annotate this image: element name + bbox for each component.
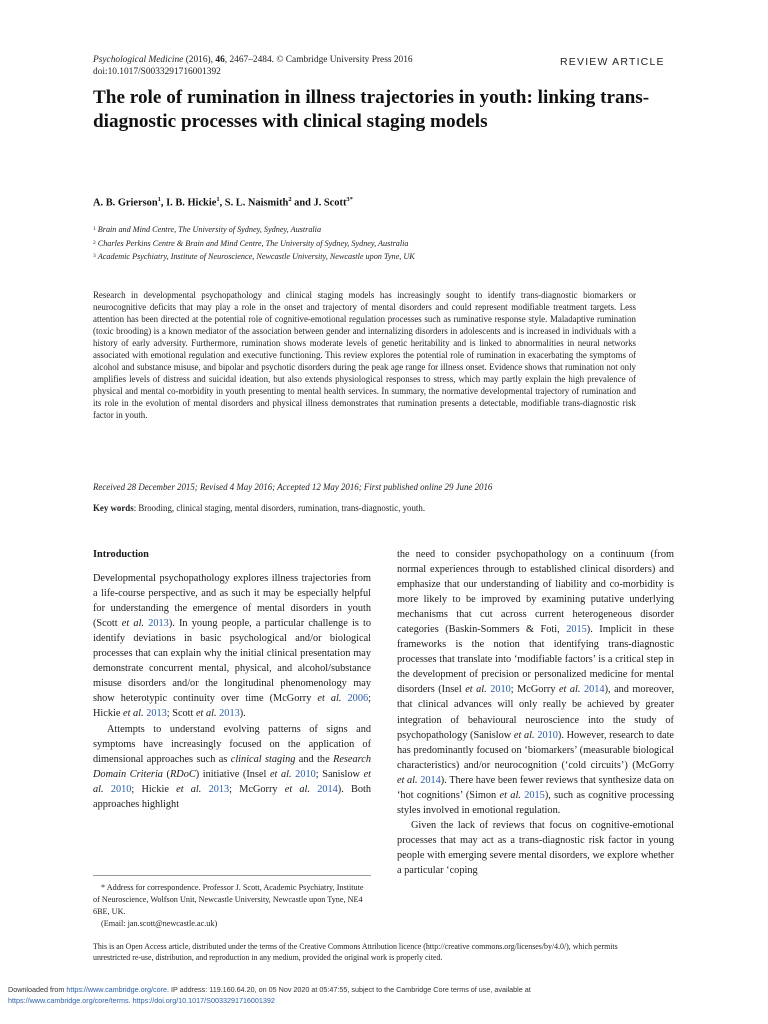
received-dates: Received 28 December 2015; Revised 4 May 2016; Accepted 12 May 2016; First published online 29 June 2016 [93,482,493,492]
correspondence-footnote [93,882,371,930]
section-heading: Introduction [93,549,149,560]
journal-volume: 46 [215,55,225,65]
citation-link[interactable]: 2010 [537,729,558,741]
citation-link[interactable]: 2015 [566,624,587,636]
italic-text: et al. [513,729,535,741]
footnote-divider [93,875,371,876]
citation-link[interactable]: 2013 [146,708,167,720]
terms-link[interactable]: https://www.cambridge.org/core/terms [8,995,129,1005]
author-name: I. B. Hickie [166,197,217,209]
citation-link[interactable]: 2013 [208,783,230,795]
article-type-label: REVIEW ARTICLE [560,56,665,68]
italic-text: RDoC [169,768,196,780]
article-title: The role of rumination in illness trajectories in youth: linking trans-diagnostic processes with clinical staging models [93,87,650,132]
italic-text: et al. [558,684,581,696]
author-list: A. B. Grierson$^1$, I. B. Hickie$^1$, S. L. Naismith$^2$ and J. Scott$^{3*}$ [93,196,353,209]
italic-text: et al. [465,684,487,696]
author-affil-marker: 2 [288,196,292,203]
citation-link[interactable]: 2014 [317,783,338,795]
affiliation: 2 Charles Perkins Centre & Brain and Mind Centre, The University of Sydney, Sydney, Australia [93,238,409,248]
italic-text: et al. [397,774,418,786]
abstract: Research in developmental psychopathology and clinical staging models has increasingly sought to identify trans-diagnostic biomarkers or neurocognitive deficits that may play a role in the onset and trajectory of mental disorders and could represent modifiable treatment targets. Less attention has been directed at the potential role of cognitive-emotional regulation processes such as ruminative response style. Maladaptive rumination (toxic brooding) is a known mediator of the association between gender and internalizing disorders in adolescents and is increased in individuals with a history of early adversity. Furthermore, rumination shows moderate levels of genetic heritability and is linked to abnormalities in neural networks associated with emotional regulation and executive functioning. This review explores the potential role of rumination in exacerbating the symptoms of alcohol and substance misuse, and bipolar and psychotic disorders during the peak age range for illness onset. Evidence shows that rumination not only amplifies levels of distress and suicidal ideation, but also extends physiological responses to stress, which may partly explain the high prevalence of physical and mental co-morbidity in youth presenting to mental health services. In summary, the normative developmental trajectory of rumination and its role in the evolution of mental disorders and physical illness demonstrates that rumination presents a detectable, modifiable trans-diagnostic risk factor in youth. [93,290,636,420]
italic-text: Research Domain Criteria [93,753,371,780]
citation-link[interactable]: 2014 [420,774,441,786]
body-column-left [93,547,371,812]
affiliation: 3 Academic Psychiatry, Institute of Neuroscience, Newcastle University, Newcastle upon Tyne, UK [93,252,415,261]
author-affil-marker: 3* [346,196,353,203]
italic-text: et al. [176,783,202,795]
italic-text: et al. [499,789,521,801]
body-column-right [397,547,674,878]
citation-link[interactable]: 2013 [148,618,169,630]
italic-text: et al. [123,708,144,720]
italic-text: clinical staging [230,753,296,765]
author-name: J. Scott [313,197,347,209]
italic-text: et al. [269,768,292,780]
author-name: A. B. Grierson [93,197,158,209]
journal-doi: doi:10.1017/S0033291716001392 [93,67,221,77]
author-affil-marker: 1 [216,196,220,203]
doi-link[interactable]: https://doi.org/10.1017/S0033291716001392 [132,995,275,1005]
journal-name: Psychological Medicine [93,55,184,65]
citation-link[interactable]: 2006 [347,693,369,705]
italic-text: et al. [121,618,145,630]
footnote-email: (Email: jan.scott@newcastle.ac.uk) [101,919,218,928]
affiliation: 1 Brain and Mind Centre, The University of Sydney, Sydney, Australia [93,225,322,234]
citation-link[interactable]: 2014 [583,684,605,696]
journal-citation [93,54,413,78]
italic-text: et al. [317,693,342,705]
keywords-label: Key words [93,503,134,513]
cambridge-core-link[interactable]: https://www.cambridge.org/core [66,985,168,994]
paragraph: the need to consider psychopathology on a continuum (from normal experiences through to established clinical disorders) and emphasize that our understanding of liability and co-morbidity is more likely to be improved by examining putative underlying mechanisms that cut across current heterogeneous disorder categories (Baskin-Sommers & Foti, 2015). Implicit in these frameworks is the notion that identifying trans-diagnostic processes that translate into ‘modifiable factors’ is a critical step in the development of precision or personalized medicine for mental disorders (Insel et al. 2010; McGorry et al. 2014), and moreover, that clinical advances will only really be achieved by greater integration of behavioural neuroscience into the study of psychopathology (Sanislow et al. 2010). However, research to date has predominantly focused on ‘biomarkers’ (measurable biological characteristics) and/or neurocognition (‘cold circuits’) (McGorry et al. 2014). There have been fewer reviews that synthesize data on ‘hot cognitions’ (Simon et al. 2015), such as cognitive processing styles involved in emotional regulation. [397,549,675,816]
journal-year: (2016), [183,55,216,65]
italic-text: et al. [195,708,217,720]
paragraph: Developmental psychopathology explores illness trajectories from a life-course perspective, and as such it may be especially helpful for understanding the emergence of mental disorders in youth (Scott et al. 2013). In young people, a particular challenge is to identify deviations in basic psychological and/or biological processes that can explain why the initial clinical presentation may demonstrate concurrent mental, physical, and alcohol/substance misuse disorders and/or the longitudinal phenomenology may show heterotypic continuity over time (McGorry et al. 2006; Hickie et al. 2013; Scott et al. 2013). [93,573,372,720]
citation-link[interactable]: 2010 [295,768,316,780]
footnote-address: * Address for correspondence. Professor J. Scott, Academic Psychiatry, Institute of Neuroscience, Wolfson Unit, Newcastle University, Newcastle upon Tyne, NE4 6BE, UK. [93,883,364,916]
paragraph: Given the lack of reviews that focus on cognitive-emotional processes that may act as a trans-diagnostic risk factor in young people with emerging severe mental disorders, we explore whether a particular ‘coping [397,819,674,876]
keywords [93,503,425,513]
keywords-text: : Brooding, clinical staging, mental disorders, rumination, trans-diagnostic, youth. [133,503,426,513]
italic-text: et al. [284,783,310,795]
citation-link[interactable]: 2015 [524,789,545,801]
italic-text: et al. [93,768,371,795]
paragraph: Attempts to understand evolving patterns of signs and symptoms have increasingly focused on the application of dimensional approaches such as clinical staging and the Research Domain Criteria (RDoC) initiative (Insel et al. 2010; Sanislow et al. 2010; Hickie et al. 2013; McGorry et al. 2014). Both approaches highlight [93,723,372,810]
author-affil-marker: 1 [157,196,161,203]
affiliation-list [93,223,415,264]
author-name: S. L. Naismith [224,197,289,209]
license-notice: This is an Open Access article, distributed under the terms of the Creative Commons Attribution licence (http://creative commons.org/licenses/by/4.0/), which permits unrestricted re-use, distribution, and reproduction in any medium, provided the original work is properly cited. [93,942,618,962]
journal-pages-copyright: , 2467–2484. © Cambridge University Press 2016 [224,55,413,65]
citation-link[interactable]: 2010 [490,684,511,696]
citation-link[interactable]: 2010 [110,783,132,795]
citation-link[interactable]: 2013 [219,708,240,720]
download-footer: Downloaded from https://www.cambridge.org/core. IP address: 119.160.64.20, on 05 Nov 2020 at 05:47:55, subject to the Cambridge Core terms of use, available at https://www.cambridge.org/core/terms. https://doi.org/10.1017/S0033291716001392 [8,985,531,1005]
